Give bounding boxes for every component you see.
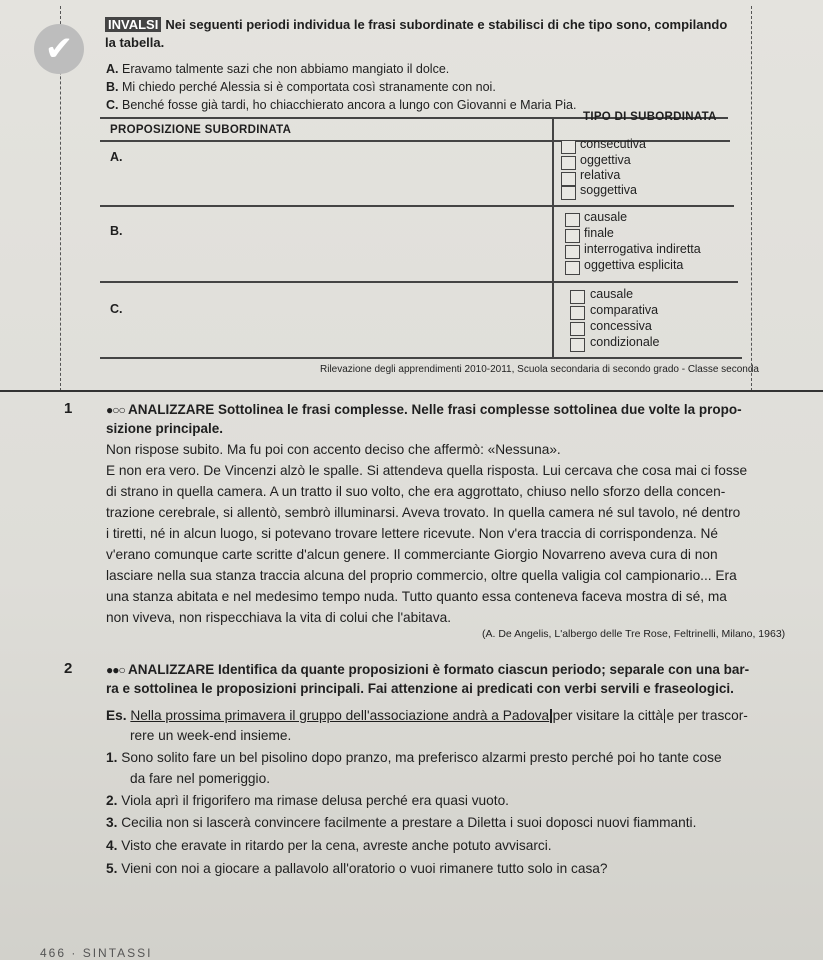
- separator-bar: [550, 709, 552, 723]
- table-column-divider: [552, 117, 554, 357]
- list-item: 3. Cecilia non si lascerà convincere facilmente a prestare a Diletta i suoi doposci nuovi fiammanti.: [106, 815, 697, 830]
- exercise-1-source: (A. De Angelis, L'albergo delle Tre Rose, Feltrinelli, Milano, 1963): [482, 628, 786, 640]
- checkbox-b-oggettiva-esplicita[interactable]: [565, 261, 580, 275]
- difficulty-dots: ●○○: [106, 403, 125, 417]
- choice-label: oggettiva esplicita: [584, 258, 684, 272]
- checkbox-c-causale[interactable]: [570, 290, 585, 304]
- row-divider: [100, 205, 734, 207]
- checkmark-icon: ✔: [34, 24, 84, 74]
- choice-label: concessiva: [590, 319, 652, 333]
- exercise-1-number: 1: [64, 400, 73, 417]
- example-line-cont: rere un week-end insieme.: [130, 728, 292, 743]
- choice-label: consecutiva: [580, 137, 647, 151]
- checkbox-c-comparativa[interactable]: [570, 306, 585, 320]
- underlined-principal: Nella prossima primavera il gruppo dell'associazione andrà a Padova: [130, 708, 550, 723]
- text-line: i tiretti, né in alcun luogo, si potevano trovare lettere ricevute. Non v'era traccia di corrispondenza. Né: [106, 526, 719, 541]
- list-item: 1. Sono solito fare un bel pisolino dopo pranzo, ma preferisco alzarmi presto perché poi ho tante cose: [106, 750, 722, 765]
- checkbox-c-concessiva[interactable]: [570, 322, 585, 336]
- choice-label: comparativa: [590, 303, 659, 317]
- choice-label: relativa: [580, 168, 621, 182]
- choice-label: condizionale: [590, 335, 660, 349]
- example-line: Es. Nella prossima primavera il gruppo dell'associazione andrà a Padova per visitare la città e per trascor-: [106, 708, 748, 723]
- page-footer: 466 · SINTASSI: [40, 946, 153, 960]
- exercise-2-title-cont: ra e sottolinea le proposizioni principali. Fai attenzione ai predicati con verbi servili e fraseologici.: [106, 681, 734, 696]
- text-line: lasciare nella sua stanza traccia alcuna del proprio commercio, oltre quella valigia col campionario... Era: [106, 568, 737, 583]
- exercise-2-title: ●●○ ANALIZZARE Identifica da quante proposizioni è formato ciascun periodo; separale con una bar-: [106, 662, 750, 677]
- choice-label: soggettiva: [580, 183, 637, 197]
- table-header-subordinata: PROPOSIZIONE SUBORDINATA: [110, 124, 292, 136]
- checkbox-a-soggettiva[interactable]: [561, 186, 576, 200]
- row-b-label: B.: [110, 224, 123, 238]
- text-line: non viveva, non rispecchiava la vita di colui che l'abitava.: [106, 610, 451, 625]
- text-line: di strano in quella camera. A un tratto il suo volto, che era aggrottato, chiuso nello sforzo della concen-: [106, 484, 726, 499]
- row-a-label: A.: [110, 150, 123, 164]
- text-line: v'erano comunque carte scritte d'alcun genere. Il commerciante Giorgio Novarreno aveva cura di non: [106, 547, 718, 562]
- table-bottom-border: [100, 357, 742, 359]
- exercise-1-title-cont: sizione principale.: [106, 421, 224, 436]
- list-item-cont: da fare nel pomeriggio.: [130, 771, 271, 786]
- list-item: 4. Visto che eravate in ritardo per la cena, avreste anche potuto avvisarci.: [106, 838, 552, 853]
- text-line: E non era vero. De Vincenzi alzò le spalle. Si attendeva quella risposta. Lui cercava che cosa mai ci fosse: [106, 463, 748, 478]
- option-a: A. Eravamo talmente sazi che non abbiamo mangiato il dolce.: [106, 62, 450, 76]
- exercise-2-number: 2: [64, 660, 73, 677]
- choice-label: oggettiva: [580, 153, 631, 167]
- text-line: una stanza abitata e nel medesimo tempo nuda. Tutto quanto essa conteneva faceva mostra di sé, ma: [106, 589, 727, 604]
- row-divider: [100, 281, 738, 283]
- checkbox-c-condizionale[interactable]: [570, 338, 585, 352]
- checkbox-a-consecutiva[interactable]: [561, 140, 576, 154]
- section-divider: [0, 390, 823, 392]
- invalsi-badge: INVALSI: [105, 17, 161, 32]
- text-line: Non rispose subito. Ma fu poi con accento deciso che affermò: «Nessuna».: [106, 442, 561, 457]
- difficulty-dots: ●●○: [106, 663, 125, 677]
- invalsi-instruction: INVALSI Nei seguenti periodi individua le frasi subordinate e stabilisci di che tipo sono, compilando: [105, 16, 745, 34]
- choice-label: interrogativa indiretta: [584, 242, 701, 256]
- text-line: trazione cerebrale, si allentò, sembrò illuminarsi. Aveva trovato. In quella camera né sul tavolo, né dentro: [106, 505, 741, 520]
- list-item: 5. Vieni con noi a giocare a pallavolo all'oratorio o vuoi rimanere tutto solo in casa?: [106, 861, 608, 876]
- checkbox-b-finale[interactable]: [565, 229, 580, 243]
- list-item: 2. Viola aprì il frigorifero ma rimase delusa perché era quasi vuoto.: [106, 793, 509, 808]
- row-c-label: C.: [110, 302, 123, 316]
- choice-label: causale: [590, 287, 634, 301]
- checkbox-a-relativa[interactable]: [561, 172, 576, 186]
- option-b: B. Mi chiedo perché Alessia si è comportata così stranamente con noi.: [106, 80, 496, 94]
- checkbox-b-interrogativa[interactable]: [565, 245, 580, 259]
- choice-label: causale: [584, 210, 628, 224]
- option-c: C. Benché fosse già tardi, ho chiacchierato ancora a lungo con Giovanni e Maria Pia.: [106, 98, 577, 112]
- exercise-1-title: ●○○ ANALIZZARE Sottolinea le frasi complesse. Nelle frasi complesse sottolinea due volte la propo-: [106, 402, 742, 417]
- checkbox-a-oggettiva[interactable]: [561, 156, 576, 170]
- invalsi-instruction-cont: la tabella.: [105, 35, 165, 50]
- invalsi-source: Rilevazione degli apprendimenti 2010-2011, Scuola secondaria di secondo grado - Classe seconda: [320, 364, 759, 375]
- choice-label: finale: [584, 226, 614, 240]
- checkbox-b-causale[interactable]: [565, 213, 580, 227]
- table-header-tipo: TIPO DI SUBORDINATA: [583, 111, 717, 123]
